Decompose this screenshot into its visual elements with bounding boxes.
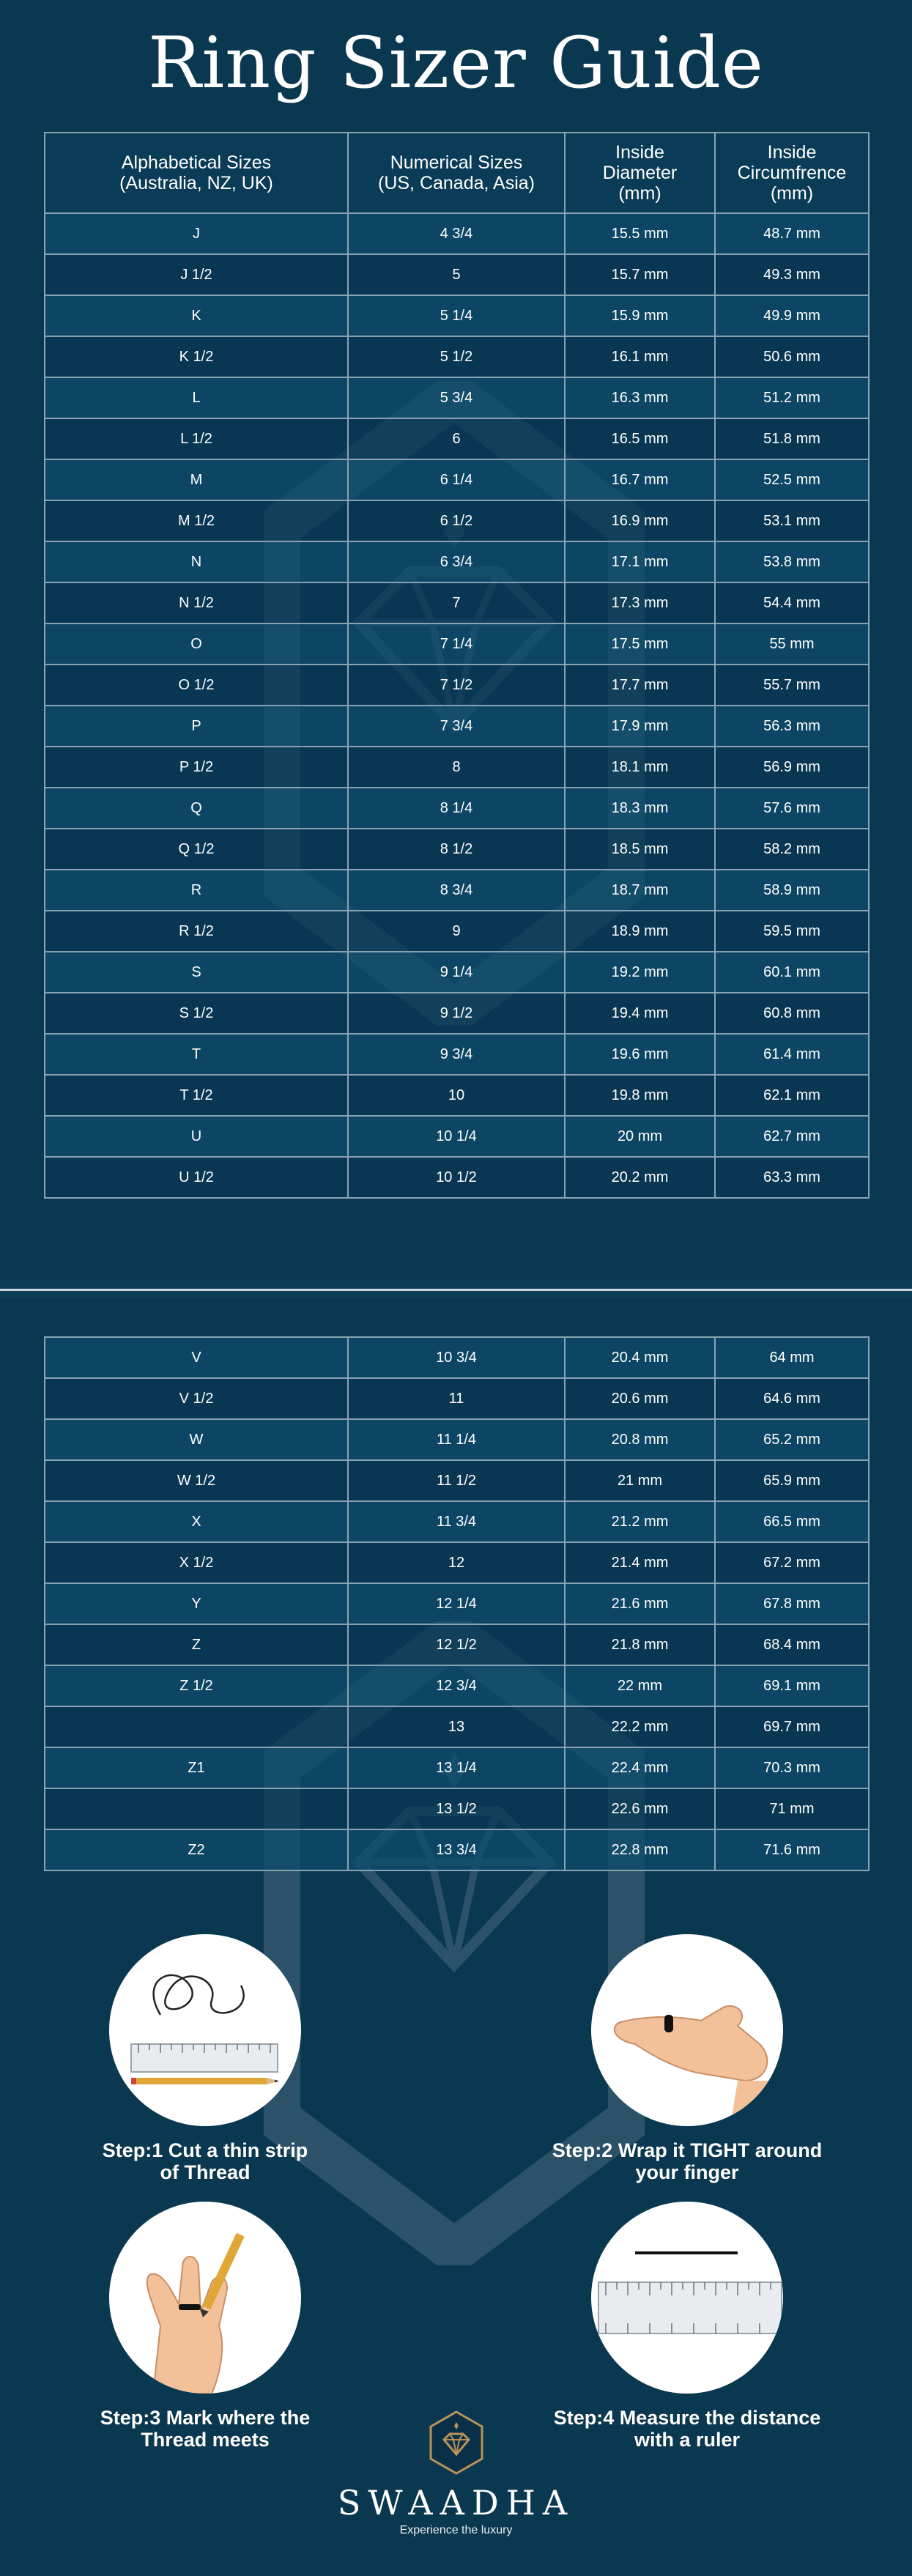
table-row <box>45 1583 869 1624</box>
top-panel <box>0 0 912 1281</box>
inside-diameter-cell: 20 mm <box>565 1116 715 1157</box>
inside-circumference-cell: 53.1 mm <box>715 500 869 541</box>
alphabetical-size-cell: Y <box>45 1583 348 1624</box>
inside-diameter-cell: 15.9 mm <box>565 295 715 336</box>
numerical-size-cell: 11 1/2 <box>348 1460 565 1501</box>
step-4-caption: Step:4 Measure the distance with a ruler <box>553 2407 821 2451</box>
step-3-caption: Step:3 Mark where the Thread meets <box>100 2407 311 2451</box>
alphabetical-size-cell: T 1/2 <box>45 1075 348 1116</box>
ring-size-table-top <box>44 132 870 1199</box>
inside-diameter-cell: 19.2 mm <box>565 952 715 993</box>
inside-circumference-cell: 67.2 mm <box>715 1542 869 1583</box>
step-2 <box>533 1934 841 2183</box>
header-numerical-sizes: Numerical Sizes (US, Canada, Asia) <box>348 133 565 213</box>
inside-circumference-cell: 59.5 mm <box>715 911 869 952</box>
numerical-size-cell: 7 1/2 <box>348 665 565 706</box>
table-row <box>45 1501 869 1542</box>
table-row <box>45 1829 869 1870</box>
table-row <box>45 747 869 788</box>
inside-circumference-cell: 51.2 mm <box>715 377 869 418</box>
inside-diameter-cell: 19.8 mm <box>565 1075 715 1116</box>
table-row <box>45 911 869 952</box>
numerical-size-cell: 11 1/4 <box>348 1419 565 1460</box>
alphabetical-size-cell <box>45 1706 348 1747</box>
table-row <box>45 623 869 665</box>
inside-diameter-cell: 16.3 mm <box>565 377 715 418</box>
alphabetical-size-cell: O <box>45 623 348 665</box>
numerical-size-cell: 8 1/2 <box>348 829 565 870</box>
numerical-size-cell: 11 <box>348 1378 565 1419</box>
numerical-size-cell: 13 1/4 <box>348 1747 565 1788</box>
inside-circumference-cell: 60.8 mm <box>715 993 869 1034</box>
table-row <box>45 1624 869 1665</box>
table-row <box>45 993 869 1034</box>
alphabetical-size-cell: Z <box>45 1624 348 1665</box>
numerical-size-cell: 12 1/2 <box>348 1624 565 1665</box>
header-inside-circumference: Inside Circumfrence (mm) <box>715 133 869 213</box>
inside-circumference-cell: 49.3 mm <box>715 254 869 295</box>
table-row <box>45 1665 869 1706</box>
alphabetical-size-cell: Q 1/2 <box>45 829 348 870</box>
inside-circumference-cell: 71 mm <box>715 1788 869 1829</box>
alphabetical-size-cell: P <box>45 706 348 747</box>
inside-diameter-cell: 17.3 mm <box>565 582 715 623</box>
table-row <box>45 1747 869 1788</box>
alphabetical-size-cell: V 1/2 <box>45 1378 348 1419</box>
inside-diameter-cell: 19.4 mm <box>565 993 715 1034</box>
numerical-size-cell: 10 <box>348 1075 565 1116</box>
numerical-size-cell: 9 <box>348 911 565 952</box>
table-row <box>45 213 869 254</box>
inside-diameter-cell: 17.5 mm <box>565 623 715 665</box>
inside-circumference-cell: 50.6 mm <box>715 336 869 377</box>
inside-diameter-cell: 16.9 mm <box>565 500 715 541</box>
numerical-size-cell: 9 3/4 <box>348 1034 565 1075</box>
alphabetical-size-cell: U <box>45 1116 348 1157</box>
alphabetical-size-cell: N <box>45 541 348 582</box>
alphabetical-size-cell: S <box>45 952 348 993</box>
inside-diameter-cell: 21.8 mm <box>565 1624 715 1665</box>
inside-diameter-cell: 16.7 mm <box>565 459 715 500</box>
table-row <box>45 665 869 706</box>
table-row <box>45 418 869 459</box>
inside-circumference-cell: 69.7 mm <box>715 1706 869 1747</box>
numerical-size-cell: 5 <box>348 254 565 295</box>
alphabetical-size-cell: Z2 <box>45 1829 348 1870</box>
inside-circumference-cell: 68.4 mm <box>715 1624 869 1665</box>
numerical-size-cell: 11 3/4 <box>348 1501 565 1542</box>
table-row <box>45 706 869 747</box>
inside-circumference-cell: 56.9 mm <box>715 747 869 788</box>
numerical-size-cell: 5 3/4 <box>348 377 565 418</box>
hand-pen-mark-icon <box>109 2202 301 2394</box>
page-title: Ring Sizer Guide <box>148 22 764 104</box>
alphabetical-size-cell: O 1/2 <box>45 665 348 706</box>
table-row <box>45 1157 869 1198</box>
inside-diameter-cell: 21.6 mm <box>565 1583 715 1624</box>
table-row <box>45 500 869 541</box>
numerical-size-cell: 10 3/4 <box>348 1337 565 1378</box>
inside-diameter-cell: 21 mm <box>565 1460 715 1501</box>
numerical-size-cell: 8 <box>348 747 565 788</box>
alphabetical-size-cell: T <box>45 1034 348 1075</box>
inside-diameter-cell: 16.1 mm <box>565 336 715 377</box>
inside-circumference-cell: 58.9 mm <box>715 870 869 911</box>
alphabetical-size-cell: K 1/2 <box>45 336 348 377</box>
brand-name: SWAADHA <box>337 2483 575 2523</box>
table-row <box>45 336 869 377</box>
inside-diameter-cell: 18.9 mm <box>565 911 715 952</box>
alphabetical-size-cell: Q <box>45 788 348 829</box>
table-row <box>45 1116 869 1157</box>
header-inside-diameter: Inside Diameter (mm) <box>565 133 715 213</box>
table-row <box>45 254 869 295</box>
alphabetical-size-cell: Z1 <box>45 1747 348 1788</box>
ruler-measure-icon <box>591 2202 783 2394</box>
table-body-top <box>45 213 869 1198</box>
alphabetical-size-cell: S 1/2 <box>45 993 348 1034</box>
thread-ruler-pencil-icon <box>109 1934 301 2126</box>
inside-circumference-cell: 58.2 mm <box>715 829 869 870</box>
brand-footer <box>0 2410 912 2537</box>
table-row <box>45 541 869 582</box>
inside-diameter-cell: 15.5 mm <box>565 213 715 254</box>
alphabetical-size-cell <box>45 1788 348 1829</box>
alphabetical-size-cell: X 1/2 <box>45 1542 348 1583</box>
inside-circumference-cell: 67.8 mm <box>715 1583 869 1624</box>
alphabetical-size-cell: L <box>45 377 348 418</box>
inside-diameter-cell: 20.2 mm <box>565 1157 715 1198</box>
table-row <box>45 582 869 623</box>
inside-circumference-cell: 48.7 mm <box>715 213 869 254</box>
inside-diameter-cell: 19.6 mm <box>565 1034 715 1075</box>
numerical-size-cell: 6 1/2 <box>348 500 565 541</box>
alphabetical-size-cell: J 1/2 <box>45 254 348 295</box>
numerical-size-cell: 10 1/2 <box>348 1157 565 1198</box>
numerical-size-cell: 7 3/4 <box>348 706 565 747</box>
inside-circumference-cell: 52.5 mm <box>715 459 869 500</box>
numerical-size-cell: 6 <box>348 418 565 459</box>
inside-diameter-cell: 21.4 mm <box>565 1542 715 1583</box>
numerical-size-cell: 6 1/4 <box>348 459 565 500</box>
alphabetical-size-cell: V <box>45 1337 348 1378</box>
step-2-caption: Step:2 Wrap it TIGHT around your finger <box>552 2139 823 2183</box>
alphabetical-size-cell: W 1/2 <box>45 1460 348 1501</box>
inside-diameter-cell: 17.9 mm <box>565 706 715 747</box>
numerical-size-cell: 6 3/4 <box>348 541 565 582</box>
inside-circumference-cell: 49.9 mm <box>715 295 869 336</box>
table-row <box>45 1419 869 1460</box>
table-row <box>45 1075 869 1116</box>
alphabetical-size-cell: L 1/2 <box>45 418 348 459</box>
inside-circumference-cell: 56.3 mm <box>715 706 869 747</box>
inside-circumference-cell: 64 mm <box>715 1337 869 1378</box>
alphabetical-size-cell: Z 1/2 <box>45 1665 348 1706</box>
alphabetical-size-cell: N 1/2 <box>45 582 348 623</box>
inside-circumference-cell: 51.8 mm <box>715 418 869 459</box>
inside-circumference-cell: 65.2 mm <box>715 1419 869 1460</box>
numerical-size-cell: 7 1/4 <box>348 623 565 665</box>
inside-diameter-cell: 17.7 mm <box>565 665 715 706</box>
alphabetical-size-cell: U 1/2 <box>45 1157 348 1198</box>
inside-circumference-cell: 53.8 mm <box>715 541 869 582</box>
inside-circumference-cell: 69.1 mm <box>715 1665 869 1706</box>
numerical-size-cell: 5 1/2 <box>348 336 565 377</box>
inside-circumference-cell: 55 mm <box>715 623 869 665</box>
swaadha-logo-icon <box>429 2410 483 2475</box>
numerical-size-cell: 8 1/4 <box>348 788 565 829</box>
inside-diameter-cell: 22.6 mm <box>565 1788 715 1829</box>
numerical-size-cell: 5 1/4 <box>348 295 565 336</box>
inside-diameter-cell: 16.5 mm <box>565 418 715 459</box>
alphabetical-size-cell: W <box>45 1419 348 1460</box>
inside-diameter-cell: 18.1 mm <box>565 747 715 788</box>
inside-circumference-cell: 60.1 mm <box>715 952 869 993</box>
inside-circumference-cell: 61.4 mm <box>715 1034 869 1075</box>
step-2-illustration <box>591 1934 783 2126</box>
step-1-caption: Step:1 Cut a thin strip of Thread <box>102 2139 308 2183</box>
table-row <box>45 1378 869 1419</box>
inside-circumference-cell: 70.3 mm <box>715 1747 869 1788</box>
table-row <box>45 1034 869 1075</box>
table-row <box>45 952 869 993</box>
table-row <box>45 1337 869 1378</box>
numerical-size-cell: 12 <box>348 1542 565 1583</box>
alphabetical-size-cell: K <box>45 295 348 336</box>
ring-size-table-bottom <box>44 1336 870 1871</box>
hand-thread-icon <box>591 1934 783 2126</box>
header-alphabetical-sizes: Alphabetical Sizes (Australia, NZ, UK) <box>45 133 348 213</box>
inside-diameter-cell: 22 mm <box>565 1665 715 1706</box>
step-3-illustration <box>109 2202 301 2394</box>
alphabetical-size-cell: R <box>45 870 348 911</box>
inside-diameter-cell: 20.4 mm <box>565 1337 715 1378</box>
numerical-size-cell: 13 3/4 <box>348 1829 565 1870</box>
table-row <box>45 377 869 418</box>
inside-diameter-cell: 20.6 mm <box>565 1378 715 1419</box>
numerical-size-cell: 13 1/2 <box>348 1788 565 1829</box>
step-1 <box>51 1934 359 2183</box>
numerical-size-cell: 7 <box>348 582 565 623</box>
step-4-illustration <box>591 2202 783 2394</box>
numerical-size-cell: 12 1/4 <box>348 1583 565 1624</box>
inside-diameter-cell: 15.7 mm <box>565 254 715 295</box>
numerical-size-cell: 9 1/2 <box>348 993 565 1034</box>
inside-diameter-cell: 22.8 mm <box>565 1829 715 1870</box>
inside-circumference-cell: 57.6 mm <box>715 788 869 829</box>
divider-line <box>0 1289 912 1291</box>
numerical-size-cell: 13 <box>348 1706 565 1747</box>
inside-diameter-cell: 17.1 mm <box>565 541 715 582</box>
numerical-size-cell: 9 1/4 <box>348 952 565 993</box>
step-1-illustration <box>109 1934 301 2126</box>
inside-circumference-cell: 55.7 mm <box>715 665 869 706</box>
brand-tagline: Experience the luxury <box>399 2524 513 2536</box>
inside-diameter-cell: 18.5 mm <box>565 829 715 870</box>
alphabetical-size-cell: R 1/2 <box>45 911 348 952</box>
inside-diameter-cell: 20.8 mm <box>565 1419 715 1460</box>
table-row <box>45 1542 869 1583</box>
inside-circumference-cell: 71.6 mm <box>715 1829 869 1870</box>
table-row <box>45 1460 869 1501</box>
table-header-row <box>45 133 869 213</box>
inside-diameter-cell: 21.2 mm <box>565 1501 715 1542</box>
inside-circumference-cell: 62.1 mm <box>715 1075 869 1116</box>
inside-circumference-cell: 66.5 mm <box>715 1501 869 1542</box>
table-row <box>45 1788 869 1829</box>
inside-diameter-cell: 18.3 mm <box>565 788 715 829</box>
numerical-size-cell: 4 3/4 <box>348 213 565 254</box>
alphabetical-size-cell: M <box>45 459 348 500</box>
table-row <box>45 459 869 500</box>
table-row <box>45 870 869 911</box>
alphabetical-size-cell: X <box>45 1501 348 1542</box>
inside-circumference-cell: 63.3 mm <box>715 1157 869 1198</box>
table-row <box>45 788 869 829</box>
table-row <box>45 295 869 336</box>
alphabetical-size-cell: J <box>45 213 348 254</box>
table-row <box>45 829 869 870</box>
numerical-size-cell: 10 1/4 <box>348 1116 565 1157</box>
inside-diameter-cell: 22.4 mm <box>565 1747 715 1788</box>
inside-diameter-cell: 22.2 mm <box>565 1706 715 1747</box>
alphabetical-size-cell: P 1/2 <box>45 747 348 788</box>
inside-circumference-cell: 64.6 mm <box>715 1378 869 1419</box>
table-row <box>45 1706 869 1747</box>
inside-circumference-cell: 62.7 mm <box>715 1116 869 1157</box>
numerical-size-cell: 8 3/4 <box>348 870 565 911</box>
inside-circumference-cell: 65.9 mm <box>715 1460 869 1501</box>
numerical-size-cell: 12 3/4 <box>348 1665 565 1706</box>
alphabetical-size-cell: M 1/2 <box>45 500 348 541</box>
table-body-bottom <box>45 1337 869 1870</box>
inside-circumference-cell: 54.4 mm <box>715 582 869 623</box>
inside-diameter-cell: 18.7 mm <box>565 870 715 911</box>
